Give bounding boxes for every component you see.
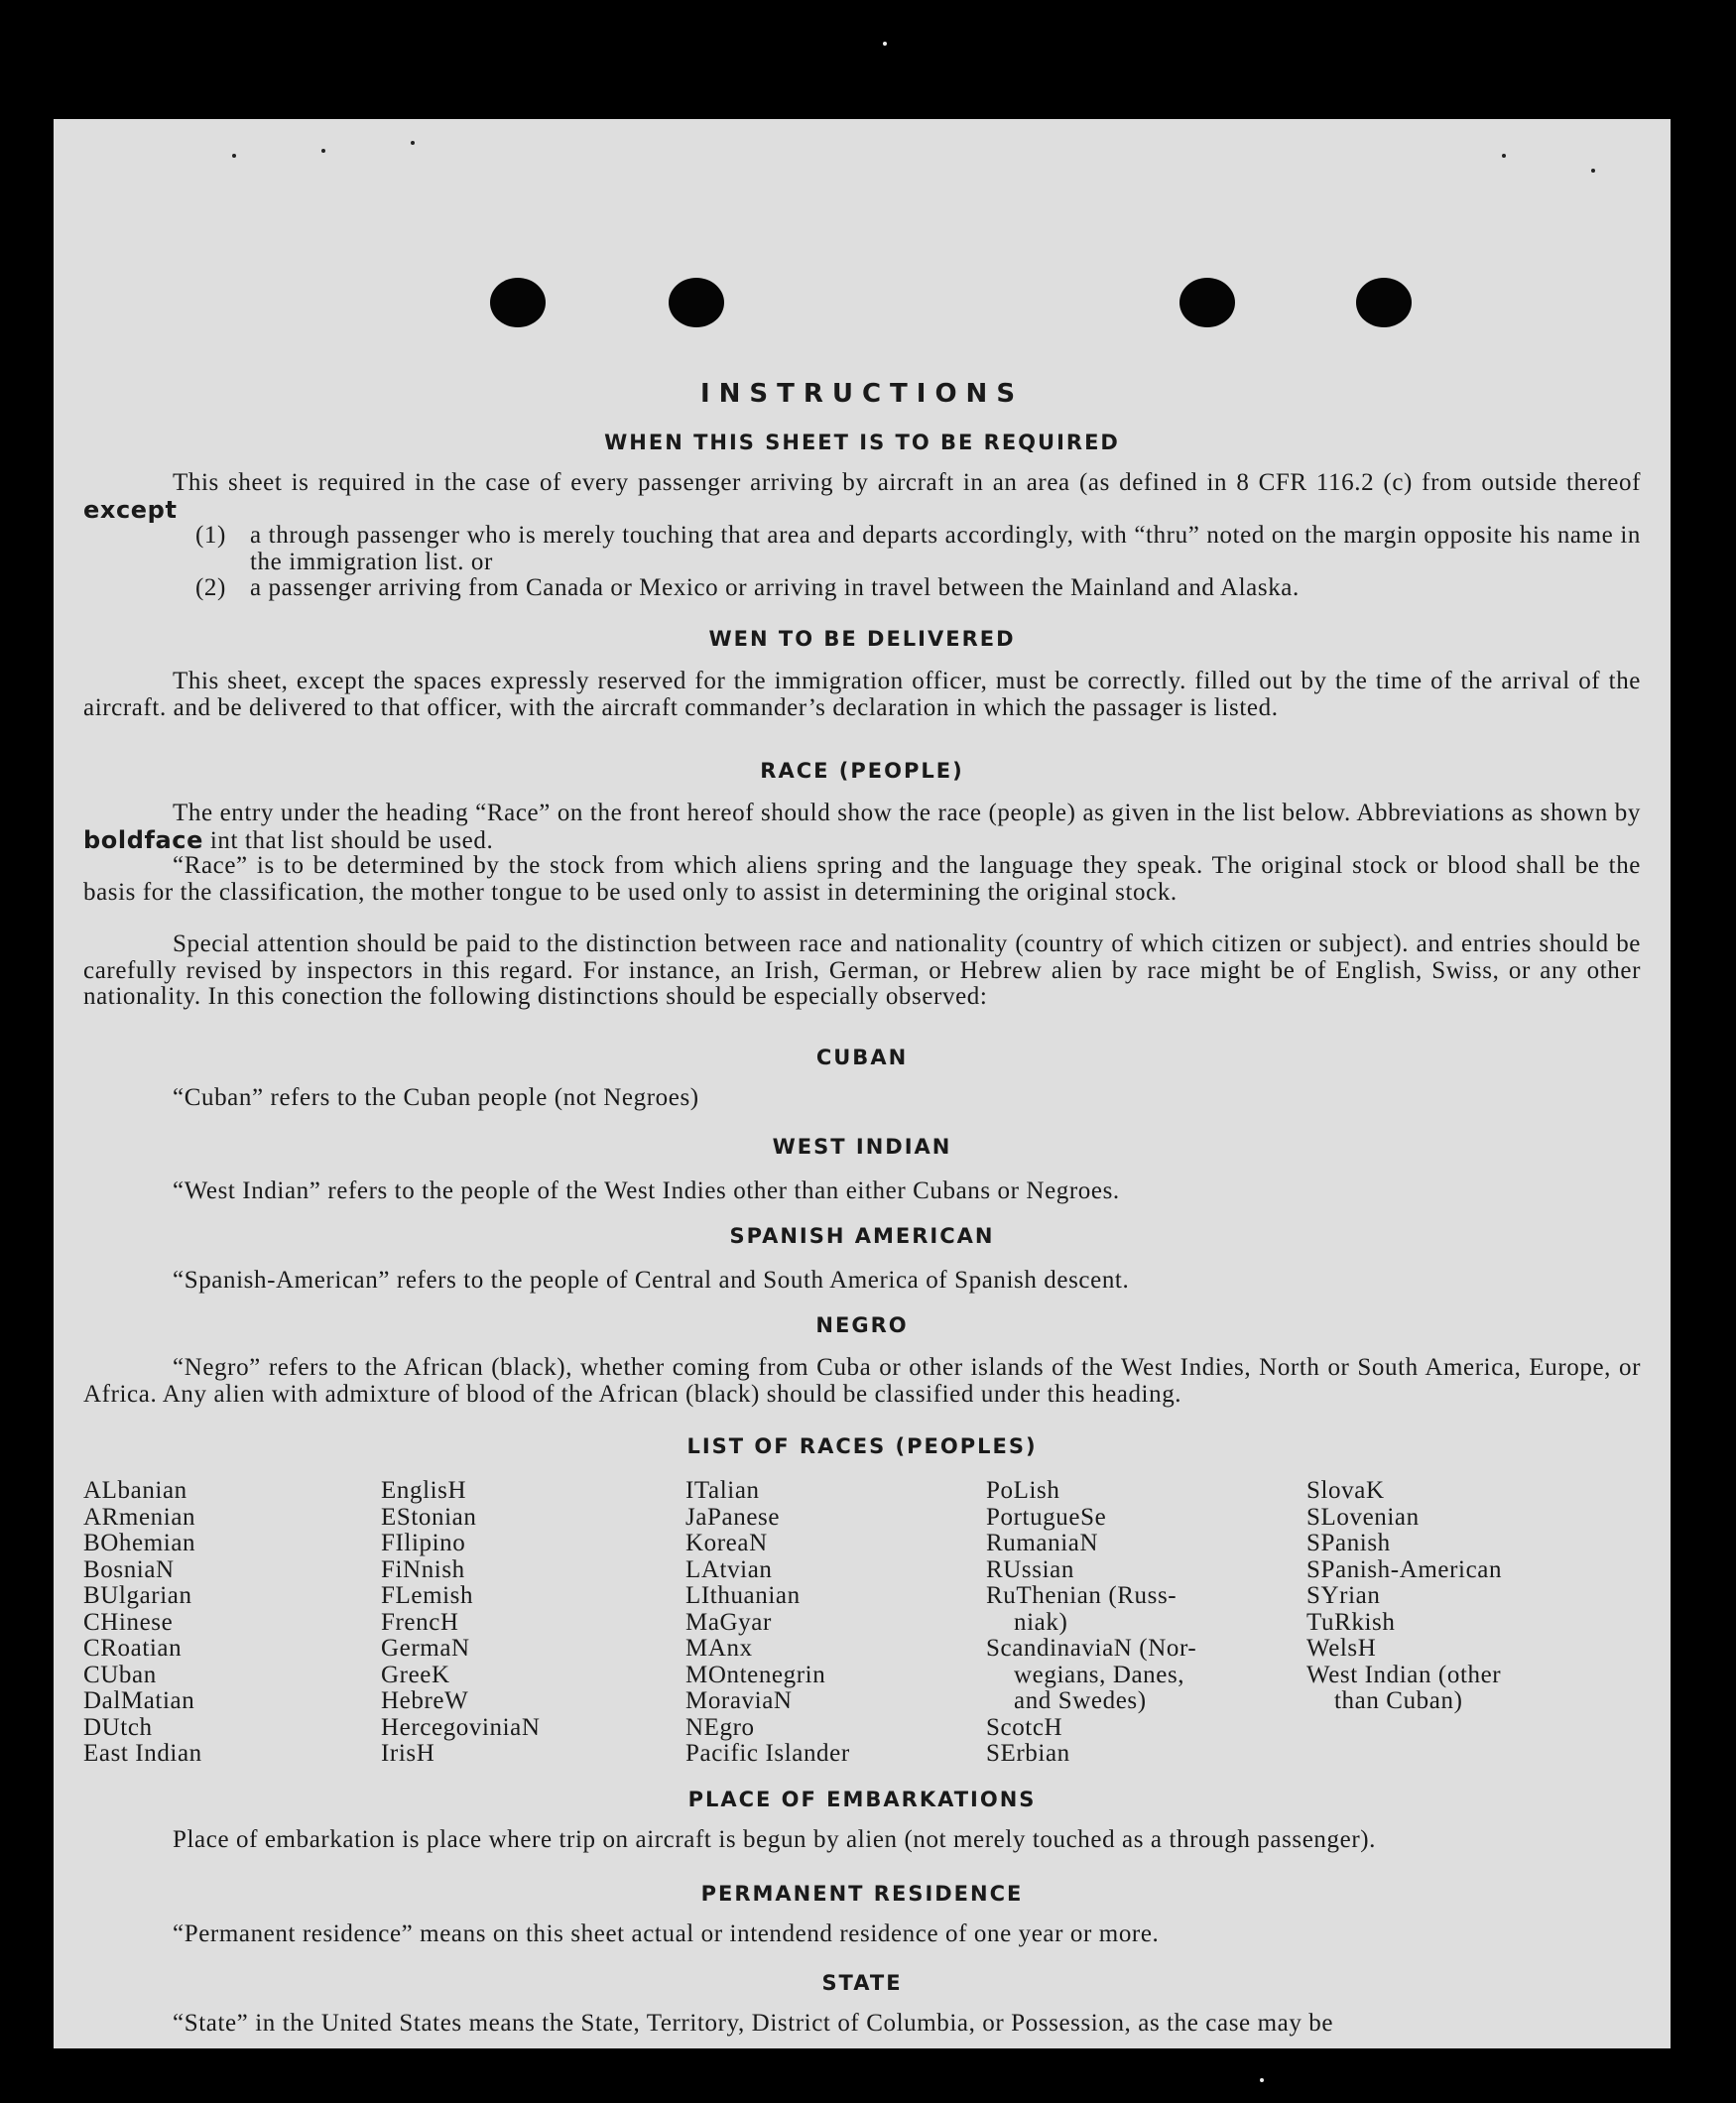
race-item: MoraviaN bbox=[685, 1687, 793, 1714]
race-item: SLovenian bbox=[1306, 1503, 1420, 1531]
race-item-continued: than Cuban) bbox=[1334, 1687, 1463, 1714]
heading-permanent-residence: PERMANENT RESIDENCE bbox=[700, 1882, 1024, 1906]
race-item: ScandinaviaN (Nor- bbox=[986, 1635, 1197, 1662]
races-column-2 bbox=[381, 1478, 541, 1768]
race-item: East Indian bbox=[83, 1740, 202, 1767]
heading-cuban: CUBAN bbox=[815, 1046, 909, 1069]
item2-number: (2) bbox=[195, 574, 226, 601]
page-title: INSTRUCTIONS bbox=[699, 379, 1025, 409]
race-p2: “Race” is to be determined by the stock from which aliens spring and the language they speak. The original stock or blood shall be the basis for the classification, the mother tongue to be used only to assist in determining the original stock. bbox=[83, 852, 1641, 906]
race-item: FLemish bbox=[381, 1582, 474, 1609]
race-item: ScotcH bbox=[986, 1713, 1063, 1741]
item1-text: a through passenger who is merely touching that area and departs accordingly, with “thru” noted on the margin opposite his name in the immigration list. or bbox=[250, 522, 1641, 575]
race-item-continued: niak) bbox=[1014, 1608, 1068, 1636]
item2-text: a passenger arriving from Canada or Mexico or arriving in travel between the Mainland and Alaska. bbox=[250, 574, 1300, 601]
race-item: FIlipino bbox=[381, 1530, 466, 1556]
race-item: WelsH bbox=[1306, 1635, 1377, 1662]
race-item: CRoatian bbox=[83, 1635, 183, 1662]
race-item: LAtvian bbox=[685, 1555, 773, 1583]
speck bbox=[1260, 2078, 1264, 2082]
race-item: PortugueSe bbox=[986, 1503, 1107, 1531]
negro-text: “Negro” refers to the African (black), whether coming from Cuba or other islands of the West Indies, North or South America, Europe, or Africa. Any alien with admixture of blood of the African (black) should be classified under this heading. bbox=[83, 1354, 1641, 1408]
race-item: ITalian bbox=[685, 1477, 760, 1504]
heading-spanish-american: SPANISH AMERICAN bbox=[729, 1224, 995, 1248]
heading-delivered: WEN TO BE DELIVERED bbox=[708, 627, 1016, 651]
residence-text: “Permanent residence” means on this sheet actual or intendend residence of one year or more. bbox=[173, 1920, 1160, 1947]
boldface-bold: boldface bbox=[83, 825, 204, 854]
heading-negro: NEGRO bbox=[815, 1313, 909, 1337]
punch-hole bbox=[669, 278, 724, 327]
race-item: GermaN bbox=[381, 1635, 470, 1662]
race-item: PoLish bbox=[986, 1477, 1060, 1504]
heading-embarkation: PLACE OF EMBARKATIONS bbox=[687, 1788, 1037, 1811]
race-item: BOhemian bbox=[83, 1530, 196, 1556]
races-column-5 bbox=[1306, 1478, 1502, 1715]
speck bbox=[321, 149, 325, 153]
speck bbox=[411, 141, 415, 145]
races-column-4 bbox=[986, 1478, 1196, 1768]
race-item: SPanish bbox=[1306, 1530, 1391, 1556]
race-item: BUlgarian bbox=[83, 1582, 192, 1609]
race-item: EnglisH bbox=[381, 1477, 467, 1504]
race-item: EStonian bbox=[381, 1503, 477, 1531]
delivered-text: This sheet, except the spaces expressly reserved for the immigration officer, must be correctly. filled out by the time of the arrival of the aircraft. and be delivered to that officer, with the aircraft commander’s declaration in which the passager is listed. bbox=[83, 668, 1641, 721]
race-item: JaPanese bbox=[685, 1503, 781, 1531]
race-item: GreeK bbox=[381, 1661, 450, 1688]
race-item: SlovaK bbox=[1306, 1477, 1385, 1504]
race-item: FrencH bbox=[381, 1608, 459, 1636]
race-item: CUban bbox=[83, 1661, 157, 1688]
race-item: MAnx bbox=[685, 1635, 753, 1662]
race-item: Pacific Islander bbox=[685, 1740, 850, 1767]
race-item: ARmenian bbox=[83, 1503, 196, 1531]
race-item: DalMatian bbox=[83, 1687, 195, 1714]
race-item: BosniaN bbox=[83, 1555, 175, 1583]
race-item: MOntenegrin bbox=[685, 1661, 826, 1688]
race-item: ALbanian bbox=[83, 1477, 187, 1504]
speck bbox=[1502, 154, 1506, 158]
spanish-american-text: “Spanish-American” refers to the people of Central and South America of Spanish descent. bbox=[173, 1267, 1130, 1294]
race-item: DUtch bbox=[83, 1713, 153, 1741]
punch-hole bbox=[1356, 278, 1412, 327]
document-sheet bbox=[54, 119, 1671, 2048]
punch-hole bbox=[1179, 278, 1235, 327]
race-item: SYrian bbox=[1306, 1582, 1381, 1609]
speck bbox=[1591, 169, 1595, 173]
race-item: West Indian (other bbox=[1306, 1661, 1502, 1688]
required-intro: This sheet is required in the case of every passenger arriving by aircraft in an area (as defined in 8 CFR 116.2 (c) from outside thereof except bbox=[83, 469, 1641, 524]
race-item: TuRkish bbox=[1306, 1608, 1396, 1636]
race-item: SPanish-American bbox=[1306, 1555, 1503, 1583]
race-item: RumaniaN bbox=[986, 1530, 1099, 1556]
heading-race: RACE (PEOPLE) bbox=[760, 759, 964, 783]
race-item: FiNnish bbox=[381, 1555, 465, 1583]
state-text: “State” in the United States means the State, Territory, District of Columbia, or Possession, as the case may be bbox=[173, 2010, 1334, 2037]
race-item-continued: and Swedes) bbox=[1014, 1687, 1147, 1714]
race-item: KoreaN bbox=[685, 1530, 768, 1556]
heading-west-indian: WEST INDIAN bbox=[772, 1135, 952, 1159]
west-indian-text: “West Indian” refers to the people of the West Indies other than either Cubans or Negroes. bbox=[173, 1177, 1120, 1204]
heading-list-of-races: LIST OF RACES (PEOPLES) bbox=[686, 1434, 1038, 1458]
punch-hole bbox=[490, 278, 546, 327]
cuban-text: “Cuban” refers to the Cuban people (not Negroes) bbox=[173, 1084, 699, 1111]
heading-state: STATE bbox=[821, 1971, 903, 1995]
item1-number: (1) bbox=[195, 522, 226, 549]
race-item: HebreW bbox=[381, 1687, 469, 1714]
except-bold: except bbox=[83, 495, 178, 524]
race-item: RUssian bbox=[986, 1555, 1074, 1583]
races-column-3 bbox=[685, 1478, 850, 1768]
race-item: CHinese bbox=[83, 1608, 174, 1636]
race-item: SErbian bbox=[986, 1740, 1070, 1767]
race-item: RuThenian (Russ- bbox=[986, 1582, 1178, 1609]
heading-required: WHEN THIS SHEET IS TO BE REQUIRED bbox=[604, 431, 1120, 454]
race-item: MaGyar bbox=[685, 1608, 772, 1636]
speck bbox=[232, 154, 236, 158]
race-item: LIthuanian bbox=[685, 1582, 801, 1609]
speck bbox=[883, 42, 887, 46]
embarkation-text: Place of embarkation is place where trip on aircraft is begun by alien (not merely touched as a through passenger). bbox=[173, 1826, 1377, 1853]
race-item: HercegoviniaN bbox=[381, 1713, 541, 1741]
race-item: IrisH bbox=[381, 1740, 435, 1767]
race-p1: The entry under the heading “Race” on the front hereof should show the race (people) as given in the list below. Abbreviations as shown by boldface int that list should be used. bbox=[83, 800, 1641, 854]
races-column-1 bbox=[83, 1478, 202, 1768]
race-p3: Special attention should be paid to the distinction between race and nationality (country of which citizen or subject). and entries should be carefully revised by inspectors in this regard. For instance, an Irish, German, or Hebrew alien by race might be of English, Swiss, or any other nationality. In this conection the following distinctions should be especially observed: bbox=[83, 930, 1641, 1010]
race-item-continued: wegians, Danes, bbox=[1014, 1661, 1185, 1688]
race-item: NEgro bbox=[685, 1713, 755, 1741]
